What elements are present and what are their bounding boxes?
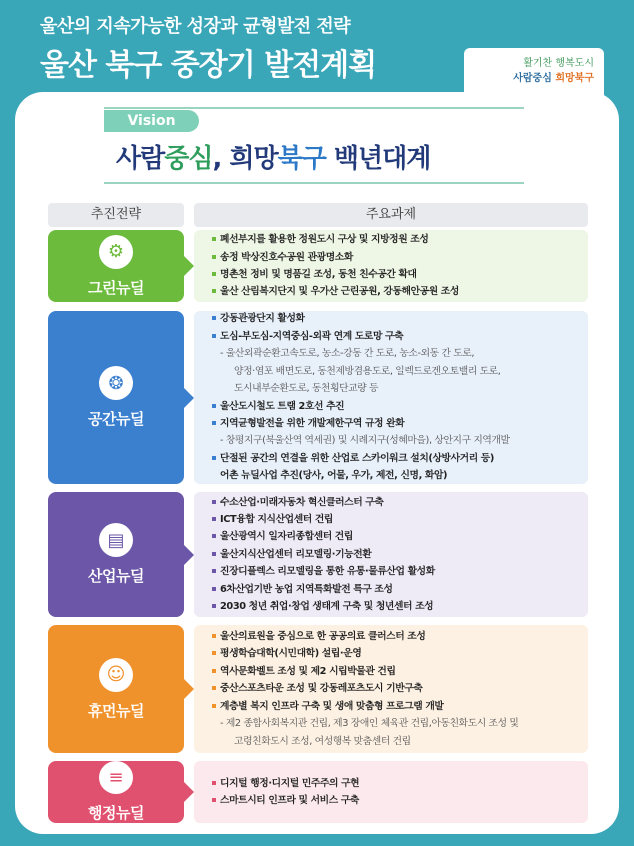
task-detail: 어촌 뉴딜사업 추진(당사, 어물, 우가, 제전, 신명, 화암) [220,470,448,482]
gear-leaf-icon: ⚙ [99,235,133,269]
task-item: 수소산업·미래자동차 혁신클러스터 구축 [212,494,582,511]
vision-part-4: 북구 [277,144,326,174]
task-detail: 양정·염포 배면도로, 동천제방겸용도로, 일렉드로겐오토밸리 도로, [234,365,501,377]
task-item: 울산광역시 일자리종합센터 건립 [212,528,582,545]
slogan-line-2a: 사람중심 [513,73,556,84]
strategy-1 [48,230,184,302]
slogan-line-2b: 희망북구 [555,73,594,84]
document-icon: ≡ [99,761,133,794]
task-detail: - 울산외곽순환고속도로, 농소-강동 간 도로, 농소-외동 간 도로, [220,348,475,360]
task-list-4 [194,625,588,753]
slogan-badge [464,48,604,98]
slogan-line-1: 활기찬 행복도시 [523,58,594,69]
vision-part-3: , 희망 [212,144,278,174]
slogan-line-2 [464,71,594,86]
task-item: 송정 박상진호수공원 관광명소화 [212,249,582,266]
person-bulb-icon: ☺ [99,658,133,692]
task-item: 평생학습대학(시민대학) 설립·운영 [212,645,582,662]
strategy-3 [48,492,184,617]
strategy-label: 공간뉴딜 [88,410,144,428]
task-list-5 [194,761,588,823]
strategy-label: 산업뉴딜 [88,567,144,585]
strategy-label: 그린뉴딜 [88,278,144,297]
task-detail: - 제2 종합사회복지관 건립, 제3 장애인 체육관 건립,아동친화도시 조성 및 [220,718,519,730]
strategy-2 [48,311,184,484]
strategy-column-header: 추진전략 [48,203,184,227]
server-phone-icon: ▤ [99,523,133,557]
task-item: 진장디플렉스 리모델링을 통한 유통·물류산업 활성화 [212,563,582,580]
task-item: 디지털 행정·디지털 민주주의 구현 [212,775,582,792]
strategy-4 [48,625,184,753]
task-item: 울산 산림복지단지 및 우가산 근린공원, 강동해안공원 조성 [212,283,582,300]
task-list-3 [194,492,588,617]
vision-statement [116,138,430,175]
task-item: 폐선부지를 활용한 정원도시 구상 및 지방정원 조성 [212,231,582,248]
task-list-1 [194,230,588,302]
strategy-5 [48,761,184,823]
vision-tag: Vision [104,110,199,132]
task-item: 강동관광단지 활성화 [212,310,582,327]
page-subtitle: 울산의 지속가능한 성장과 균형발전 전략 [40,16,351,37]
task-item: 6차산업기반 농업 지역특화발전 특구 조성 [212,581,582,598]
task-item: 중산스포츠타운 조성 및 강동레포츠도시 기반구축 [212,680,582,697]
task-item: 2030 청년 취업·창업 생태계 구축 및 청년센터 조성 [212,598,582,615]
task-item: ICT융합 지식산업센터 건립 [212,511,582,528]
vision-part-2: 중심 [164,144,213,174]
vision-part-1: 사람 [116,144,165,174]
task-item: 스마트시티 인프라 및 서비스 구축 [212,792,582,809]
header [0,0,634,100]
task-detail: 고령친화도시 조성, 여성행복 맞춤센터 건립 [234,735,411,747]
task-item: 단절된 공간의 연결을 위한 산업로 스카이워크 설치(상방사거리 등) [212,450,582,467]
task-item: 울산지식산업센터 리모델링·기능전환 [212,546,582,563]
task-item: 울산의료원을 중심으로 한 공공의료 클러스터 조성 [212,628,582,645]
task-detail: - 창평지구(북울산역 역세권) 및 시례지구(성혜마을), 상안지구 지역개발 [220,435,510,447]
task-detail: 도시내부순환도로, 동천횡단교량 등 [234,383,379,395]
strategy-label: 행정뉴딜 [88,804,144,822]
tasks-column-header: 주요과제 [194,203,588,227]
vision-divider-top [104,107,524,109]
task-item: 역사문화벨트 조성 및 제2 시립박물관 건립 [212,663,582,680]
vision-part-5: 백년대계 [325,144,431,174]
task-item: 울산도시철도 트램 2호선 추진 [212,398,582,415]
page-title: 울산 북구 중장기 발전계획 [40,48,377,83]
network-globe-icon: ❂ [99,366,133,400]
task-item: 명촌천 정비 및 명품길 조성, 동천 친수공간 확대 [212,266,582,283]
task-item: 도심-부도심-지역중심-외곽 연계 도로망 구축 [212,328,582,345]
task-list-2 [194,311,588,484]
task-item: 계층별 복지 인프라 구축 및 생애 맞춤형 프로그램 개발 [212,698,582,715]
task-item: 지역균형발전을 위한 개발제한구역 규정 완화 [212,415,582,432]
strategy-label: 휴먼뉴딜 [88,701,144,720]
vision-divider-bottom [104,182,524,184]
